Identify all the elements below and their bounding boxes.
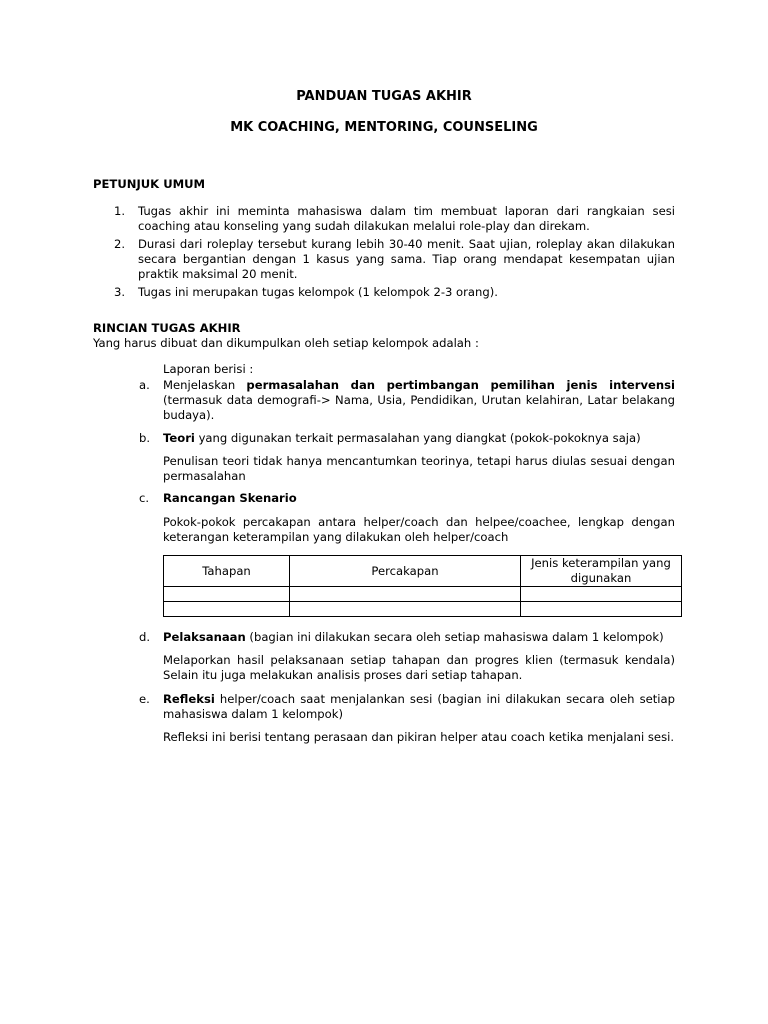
table-cell (521, 587, 682, 602)
item-a (139, 378, 675, 423)
item-c (139, 491, 675, 506)
item-label: e. (139, 692, 150, 706)
item-e-note: Refleksi ini berisi tentang perasaan dan pikiran helper atau coach ketika menjalani sesi. (163, 730, 675, 744)
document-subtitle: MK COACHING, MENTORING, COUNSELING (230, 120, 538, 135)
list-text: Tugas ini merupakan tugas kelompok (1 kelompok 2-3 orang). (138, 285, 498, 299)
table-cell (290, 602, 521, 617)
table-cell (164, 602, 290, 617)
table-row (164, 602, 682, 617)
item-label: c. (139, 491, 150, 505)
table-header-row (164, 556, 682, 587)
list-number: 1. (114, 204, 126, 218)
table-cell (164, 587, 290, 602)
skenario-table (163, 555, 682, 617)
table-cell (290, 587, 521, 602)
list-text: Durasi dari roleplay tersebut kurang lebih 30-40 menit. Saat ujian, roleplay akan dilakukan secara bergantian dengan 1 kasus yang sama. Tiap orang mendapat kesempatan ujian praktik maksimal 20 menit. (138, 237, 675, 281)
list-number: 3. (114, 285, 126, 299)
laporan-label: Laporan berisi : (163, 362, 254, 376)
list-number: 2. (114, 237, 126, 251)
item-e (139, 692, 675, 722)
rincian-intro: Yang harus dibuat dan dikumpulkan oleh setiap kelompok adalah : (93, 336, 479, 350)
document-title: PANDUAN TUGAS AKHIR (296, 89, 472, 104)
item-b (139, 431, 675, 446)
item-label: b. (139, 431, 151, 445)
item-e-text: Refleksi helper/coach saat menjalankan sesi (bagian ini dilakukan secara oleh setiap mahasiswa dalam 1 kelompok) (163, 692, 675, 721)
table-row (164, 587, 682, 602)
item-d (139, 630, 675, 645)
item-label: a. (139, 378, 150, 392)
item-c-text: Rancangan Skenario (163, 491, 297, 505)
item-a-text: Menjelaskan permasalahan dan pertimbangan pemilihan jenis intervensi (termasuk data demografi-> Nama, Usia, Pendidikan, Urutan kelahiran, Latar belakang budaya). (163, 378, 675, 422)
table-cell (521, 602, 682, 617)
table-header: Tahapan (164, 556, 290, 587)
table-header: Jenis keterampilan yang digunakan (521, 556, 682, 587)
item-c-note: Pokok-pokok percakapan antara helper/coach dan helpee/coachee, lengkap dengan keterangan keterampilan yang dilakukan oleh helper/coach (163, 515, 675, 544)
item-d-text: Pelaksanaan (bagian ini dilakukan secara oleh setiap mahasiswa dalam 1 kelompok) (163, 630, 664, 644)
petunjuk-heading: PETUNJUK UMUM (93, 177, 206, 191)
table-header: Percakapan (290, 556, 521, 587)
item-label: d. (139, 630, 151, 644)
item-b-text: Teori yang digunakan terkait permasalahan yang diangkat (pokok-pokoknya saja) (163, 431, 641, 445)
rincian-heading: RINCIAN TUGAS AKHIR (93, 321, 241, 335)
item-b-note: Penulisan teori tidak hanya mencantumkan teorinya, tetapi harus diulas sesuai dengan permasalahan (163, 454, 675, 483)
item-d-note: Melaporkan hasil pelaksanaan setiap tahapan dan progres klien (termasuk kendala) Selain itu juga melakukan analisis proses dari setiap tahapan. (163, 653, 675, 682)
list-text: Tugas akhir ini meminta mahasiswa dalam tim membuat laporan dari rangkaian sesi coaching atau konseling yang sudah dilakukan melalui role-play dan direkam. (138, 204, 675, 233)
